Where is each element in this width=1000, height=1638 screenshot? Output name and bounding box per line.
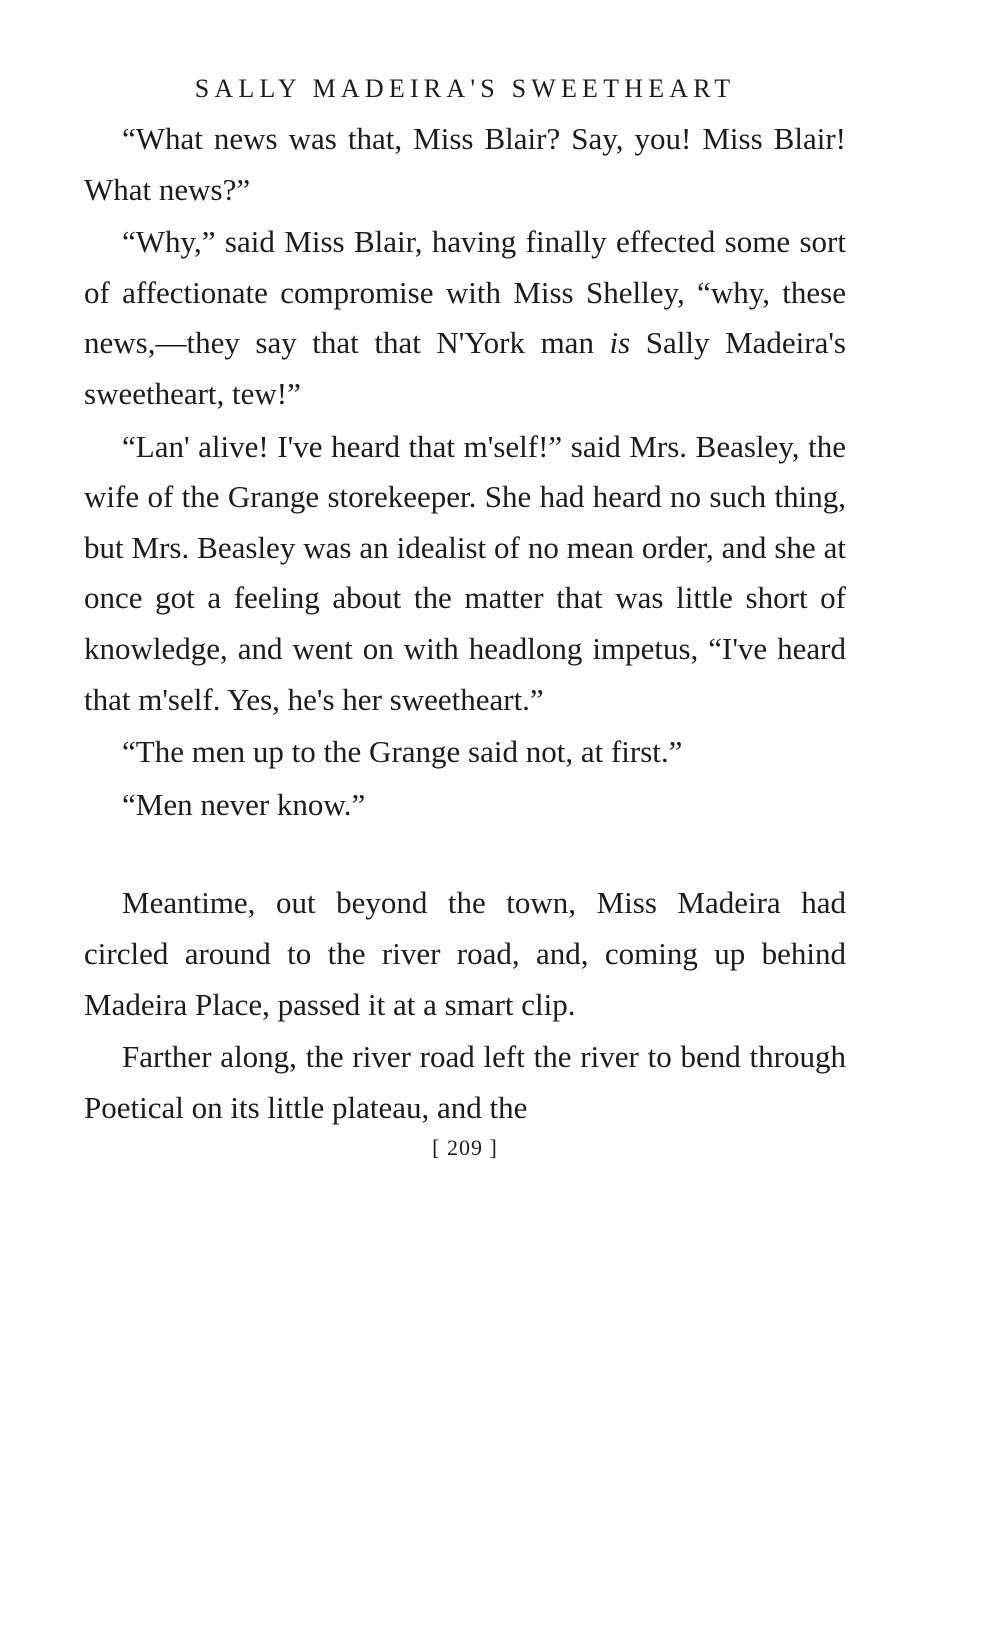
paragraph-farther-along: Farther along, the river road left the river to bend through Poetical on its little plateau, and the xyxy=(84,1039,846,1125)
paragraph-meantime: Meantime, out beyond the town, Miss Madeira had circled around to the river road, and, coming up behind Madeira Place, passed it at a smart clip. xyxy=(84,885,846,1022)
section-break xyxy=(84,832,846,878)
emphasized-word: is xyxy=(609,325,631,361)
paragraph-text-after-emphasis: Sally Madeira's sweetheart, tew!” xyxy=(84,325,847,411)
book-page xyxy=(84,74,846,1161)
page-number: [ 209 ] xyxy=(432,1135,498,1161)
paragraph-men-never-know: “Men never know.” xyxy=(122,786,366,822)
paragraph-text-before-emphasis: “Why,” said Miss Blair, having finally effected some sort of affectionate compromise with Miss Shelley, “why, these news,—they say that that N'York man xyxy=(84,224,846,361)
paragraph-men-at-grange: “The men up to the Grange said not, at first.” xyxy=(122,734,683,770)
paragraph-mrs-beasley: “Lan' alive! I've heard that m'self!” said Mrs. Beasley, the wife of the Grange storekeeper. She had heard no such thing, but Mrs. Beasley was an idealist of no mean order, and she at once got a feeling about the matter that was little short of knowledge, and went on with headlong impetus, “I've heard that m'self. Yes, he's her sweetheart.” xyxy=(84,428,846,717)
running-head: SALLY MADEIRA'S SWEETHEART xyxy=(194,74,736,103)
paragraph-miss-blair-reply xyxy=(84,217,846,419)
paragraph-dialogue-what-news: “What news was that, Miss Blair? Say, you! Miss Blair! What news?” xyxy=(84,121,846,207)
